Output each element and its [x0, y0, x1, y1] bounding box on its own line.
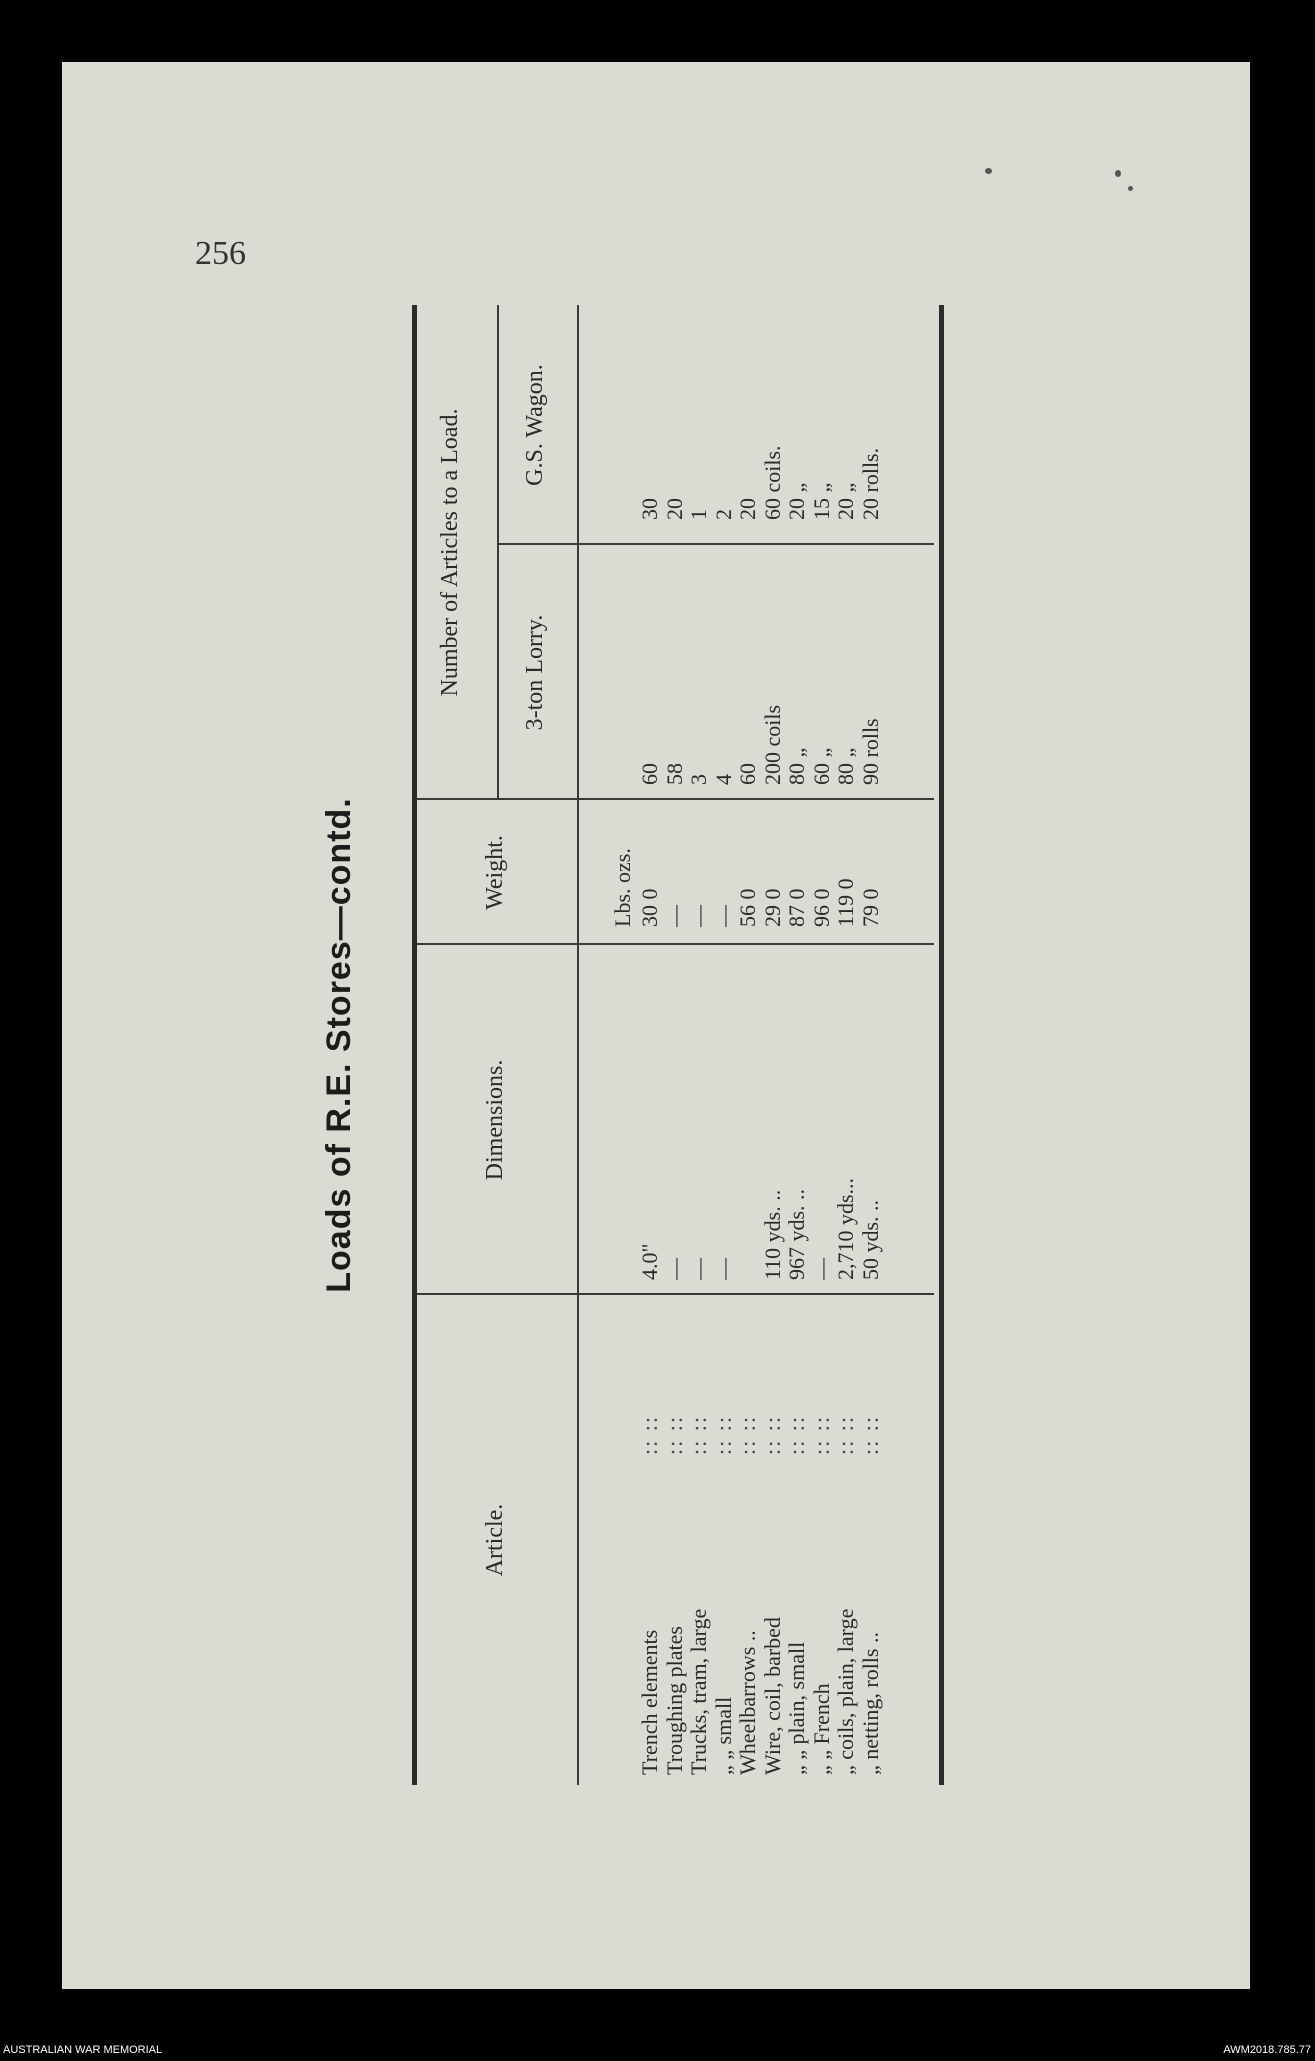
row-dimensions: 4.0": [637, 1243, 662, 1280]
header-number-of-articles: Number of Articles to a Load.: [437, 408, 463, 697]
header-rule: [577, 305, 579, 1785]
row-lorry-count: 58: [661, 763, 687, 785]
row-lorry-count: 80 „: [784, 747, 809, 785]
weight-units: Lbs. ozs.: [610, 848, 635, 927]
row-lorry-count: 4: [710, 774, 736, 785]
paper-speck: [985, 168, 992, 174]
row-dimensions: —: [661, 1258, 687, 1280]
row-article: Trucks, tram, large: [686, 1608, 711, 1775]
row-lorry-count: 60: [637, 763, 662, 785]
row-leader-dots: :: ::: [784, 1415, 809, 1455]
row-weight: 119 0: [833, 878, 858, 927]
header-lorry: 3-ton Lorry.: [522, 614, 548, 731]
row-article: Wheelbarrows ..: [735, 1630, 760, 1775]
paper-speck: [1115, 170, 1121, 177]
row-dimensions: 110 yds. ..: [759, 1189, 785, 1280]
row-article: Trench elements: [637, 1629, 662, 1775]
row-weight: 29 0: [759, 888, 785, 927]
row-lorry-count: 3: [686, 774, 711, 785]
row-lorry-count: 200 coils: [759, 704, 785, 785]
header-dimensions: Dimensions.: [482, 1059, 508, 1181]
row-weight: 87 0: [784, 888, 809, 927]
footer-reference: AWM2018.785.77: [1223, 2044, 1311, 2056]
row-leader-dots: :: ::: [661, 1415, 687, 1455]
row-leader-dots: :: ::: [808, 1415, 834, 1455]
row-article: Wire, coil, barbed: [759, 1617, 785, 1775]
row-leader-dots: :: ::: [833, 1415, 858, 1455]
row-article: Troughing plates: [661, 1626, 687, 1775]
row-dimensions: —: [686, 1258, 711, 1280]
paper-speck: [1128, 186, 1133, 191]
row-dimensions: 967 yds. ..: [784, 1188, 809, 1280]
loads-table: [412, 305, 944, 1785]
row-weight: —: [661, 905, 687, 927]
row-article: „ netting, rolls ..: [857, 1632, 883, 1775]
row-wagon-count: 15 „: [808, 482, 834, 520]
row-lorry-count: 60: [735, 763, 760, 785]
row-wagon-count: 20: [661, 498, 687, 520]
row-article: „ „ small: [710, 1696, 736, 1775]
header-article: Article.: [482, 1503, 508, 1577]
row-weight: 96 0: [808, 888, 834, 927]
rotated-table-area: [320, 305, 883, 1785]
row-leader-dots: :: ::: [857, 1415, 883, 1455]
row-wagon-count: 30: [637, 498, 662, 520]
row-wagon-count: 1: [686, 509, 711, 520]
row-article: „ coils, plain, large: [833, 1608, 858, 1775]
row-weight: 79 0: [857, 888, 883, 927]
row-lorry-count: 90 rolls: [857, 718, 883, 785]
row-weight: —: [710, 905, 736, 927]
header-weight: Weight.: [482, 835, 508, 910]
page-number: 256: [195, 235, 246, 272]
row-leader-dots: :: ::: [759, 1415, 785, 1455]
row-dimensions: 2,710 yds...: [833, 1177, 858, 1280]
footer-credit: AUSTRALIAN WAR MEMORIAL: [3, 2044, 163, 2056]
row-article: „ „ plain, small: [784, 1641, 809, 1775]
row-leader-dots: :: ::: [637, 1415, 662, 1455]
row-leader-dots: :: ::: [735, 1415, 760, 1455]
header-wagon: G.S. Wagon.: [522, 364, 548, 486]
row-leader-dots: :: ::: [710, 1415, 736, 1455]
row-weight: 56 0: [735, 888, 760, 927]
row-wagon-count: 20 „: [784, 482, 809, 520]
row-wagon-count: 2: [710, 509, 736, 520]
column-divider: [497, 543, 934, 545]
row-weight: —: [686, 905, 711, 927]
row-wagon-count: 60 coils.: [759, 445, 785, 520]
row-weight: 30 0: [637, 888, 662, 927]
row-article: „ „ French: [808, 1683, 834, 1775]
row-dimensions: 50 yds. ..: [857, 1199, 883, 1280]
row-dimensions: —: [808, 1258, 834, 1280]
group-header-rule: [497, 305, 499, 800]
row-wagon-count: 20 „: [833, 482, 858, 520]
row-dimensions: —: [710, 1258, 736, 1280]
row-lorry-count: 60 „: [808, 747, 834, 785]
row-wagon-count: 20 rolls.: [857, 447, 883, 520]
row-leader-dots: :: ::: [686, 1415, 711, 1455]
row-lorry-count: 80 „: [833, 747, 858, 785]
table-title: Loads of R.E. Stores—contd.: [320, 797, 358, 1293]
row-wagon-count: 20: [735, 498, 760, 520]
